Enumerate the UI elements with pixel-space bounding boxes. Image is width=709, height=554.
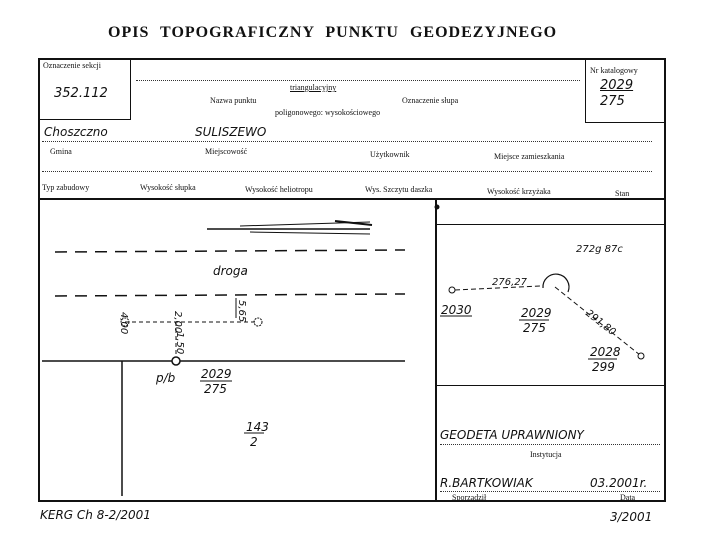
station-2028-marker — [638, 353, 644, 359]
author-value: R.BARTKOWIAK — [440, 476, 533, 490]
parcel-number-top: 143 — [246, 420, 269, 434]
distance-left-network: 276,27 — [492, 277, 527, 288]
author-label: Sporządził — [452, 493, 487, 502]
angle-arc — [543, 274, 569, 292]
footer-reference-right: 3/2001 — [610, 510, 653, 524]
footer-reference-left: KERG Ch 8-2/2001 — [40, 508, 151, 522]
distance-mid-label: 2,00 — [172, 311, 183, 334]
institution-value: GEODETA UPRAWNIONY — [440, 428, 584, 442]
col-wysokosc-krzyzaka: Wysokość krzyżaka — [487, 187, 551, 196]
station-2028-top: 2028 — [590, 345, 621, 359]
col-typ-zabudowy: Typ zabudowy — [42, 183, 90, 192]
institution-label: Instytucja — [530, 450, 562, 459]
document-title: OPIS TOPOGRAFICZNY PUNKTU GEODEZYJNEGO — [108, 24, 558, 41]
pb-label: p/b — [156, 371, 176, 385]
station-2030-marker — [449, 287, 455, 293]
gmina-value: Choszczno — [44, 125, 108, 139]
institution-dotted-line — [440, 444, 660, 445]
uzytkownik-label: Użytkownik — [370, 150, 410, 159]
pillar-label: Oznaczenie słupa — [402, 96, 459, 105]
zamieszkanie-label: Miejsce zamieszkania — [494, 152, 565, 161]
survey-point-marker — [172, 357, 180, 365]
date-value: 03.2001r. — [590, 476, 648, 490]
distance-right-network: 291,80 — [583, 308, 618, 339]
distance-left-label: 4,00 — [118, 312, 129, 335]
road-edge-top — [55, 250, 405, 252]
angle-label: 272g 87c — [576, 244, 623, 255]
road-edge-bottom — [55, 294, 405, 296]
catalog-number-top: 2029 — [600, 78, 634, 93]
col-stan: Stan — [615, 189, 630, 198]
date-label: Data — [620, 493, 636, 502]
miejscowosc-label: Miejscowość — [205, 147, 248, 156]
distance-right-label: 5,65 — [236, 300, 247, 323]
north-arrow-icon — [207, 221, 372, 234]
miejscowosc-value: SULISZEWO — [195, 125, 267, 139]
station-2030-label: 2030 — [441, 303, 472, 317]
distance-vertical-label: 1,50 — [174, 332, 185, 355]
point-number-top: 2029 — [201, 367, 232, 381]
author-dotted-line — [440, 491, 660, 492]
road-label: droga — [213, 264, 248, 278]
point-type-value: triangulacyjny — [290, 83, 337, 92]
col-wys-daszka: Wys. Szczytu daszka — [365, 185, 433, 194]
point-number-bottom: 275 — [204, 382, 227, 396]
pillar-sub-label: poligonowego: wysokościowego — [275, 108, 381, 117]
section-value: 352.112 — [54, 86, 108, 101]
station-2028-bottom: 299 — [592, 360, 615, 374]
station-2029-bottom: 275 — [523, 321, 546, 335]
catalog-label: Nr katalogowy — [590, 66, 638, 75]
point-name-label: Nazwa punktu — [210, 96, 257, 105]
catalog-number-bottom: 275 — [600, 94, 625, 109]
station-2029-top: 2029 — [521, 306, 552, 320]
parcel-number-bottom: 2 — [250, 435, 258, 449]
section-label: Oznaczenie sekcji — [43, 61, 101, 70]
gmina-label: Gmina — [50, 147, 72, 156]
col-wysokosc-heliotropu: Wysokość heliotropu — [245, 185, 313, 194]
col-wysokosc-slupka: Wysokość słupka — [140, 183, 196, 192]
